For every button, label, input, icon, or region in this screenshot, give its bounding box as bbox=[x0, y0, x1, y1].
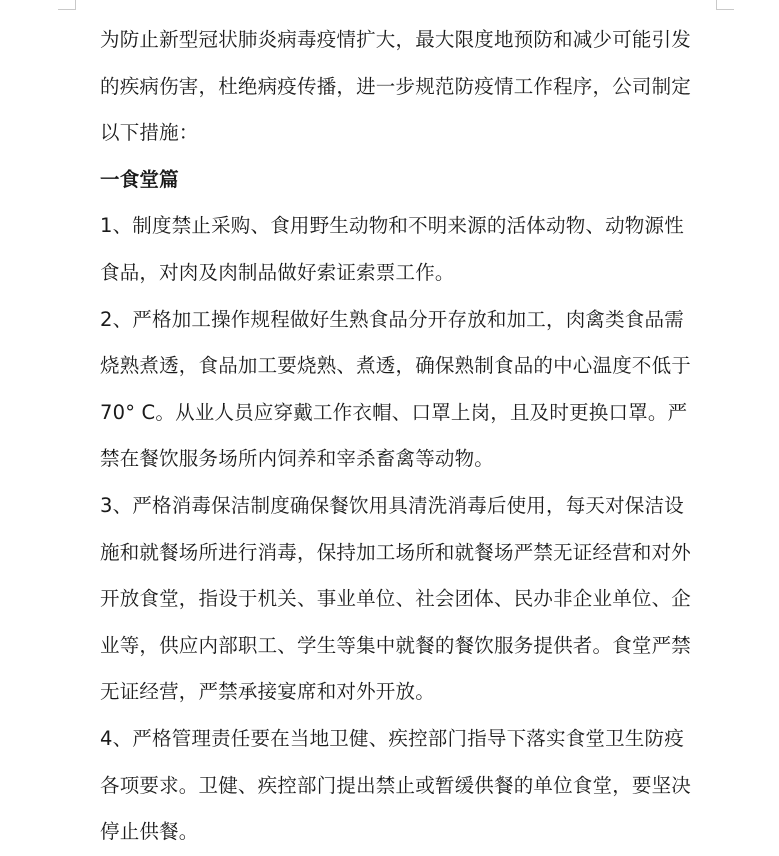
item-2-line: 烧熟煮透，食品加工要烧熟、煮透，确保熟制食品的中心温度不低于 bbox=[100, 354, 692, 378]
intro-line: 为防止新型冠状肺炎病毒疫情扩大，最大限度地预防和减少可能引发 bbox=[100, 28, 692, 51]
item-3-line: 3、严格消毒保洁制度确保餐饮用具清洗消毒后使用，每天对保洁设 bbox=[100, 493, 684, 517]
crop-mark-top-right bbox=[716, 9, 734, 10]
item-2-line: 2、严格加工操作规程做好生熟食品分开存放和加工，肉禽类食品需 bbox=[100, 307, 684, 331]
item-1-line: 食品，对肉及肉制品做好索证索票工作。 bbox=[100, 260, 455, 284]
crop-mark-top-left bbox=[58, 9, 76, 10]
item-4-line: 各项要求。卫健、疾控部门提出禁止或暂缓供餐的单位食堂，要坚决 bbox=[100, 773, 692, 797]
section-heading: 一食堂篇 bbox=[100, 167, 179, 191]
crop-mark-top-left bbox=[75, 0, 76, 10]
crop-mark-top-right bbox=[716, 0, 717, 10]
item-2-line: 70° C。从业人员应穿戴工作衣帽、口罩上岗，且及时更换口罩。严 bbox=[100, 400, 688, 424]
item-2-line: 禁在餐饮服务场所内饲养和宰杀畜禽等动物。 bbox=[100, 447, 495, 471]
document-body bbox=[100, 17, 712, 856]
intro-line: 的疾病伤害，杜绝病疫传播，进一步规范防疫情工作程序，公司制定 bbox=[100, 74, 692, 98]
item-3-line: 无证经营，严禁承接宴席和对外开放。 bbox=[100, 680, 435, 704]
item-3-line: 施和就餐场所进行消毒，保持加工场所和就餐场严禁无证经营和对外 bbox=[100, 540, 692, 564]
intro-line: 以下措施： bbox=[100, 121, 199, 145]
item-4-line: 停止供餐。 bbox=[100, 820, 199, 844]
item-1-line: 1、制度禁止采购、食用野生动物和不明来源的活体动物、动物源性 bbox=[100, 214, 684, 238]
item-3-line: 业等，供应内部职工、学生等集中就餐的餐饮服务提供者。食堂严禁 bbox=[100, 633, 692, 657]
item-3-line: 开放食堂，指设于机关、事业单位、社会团体、民办非企业单位、企 bbox=[100, 587, 692, 611]
item-4-line: 4、严格管理责任要在当地卫健、疾控部门指导下落实食堂卫生防疫 bbox=[100, 726, 684, 750]
